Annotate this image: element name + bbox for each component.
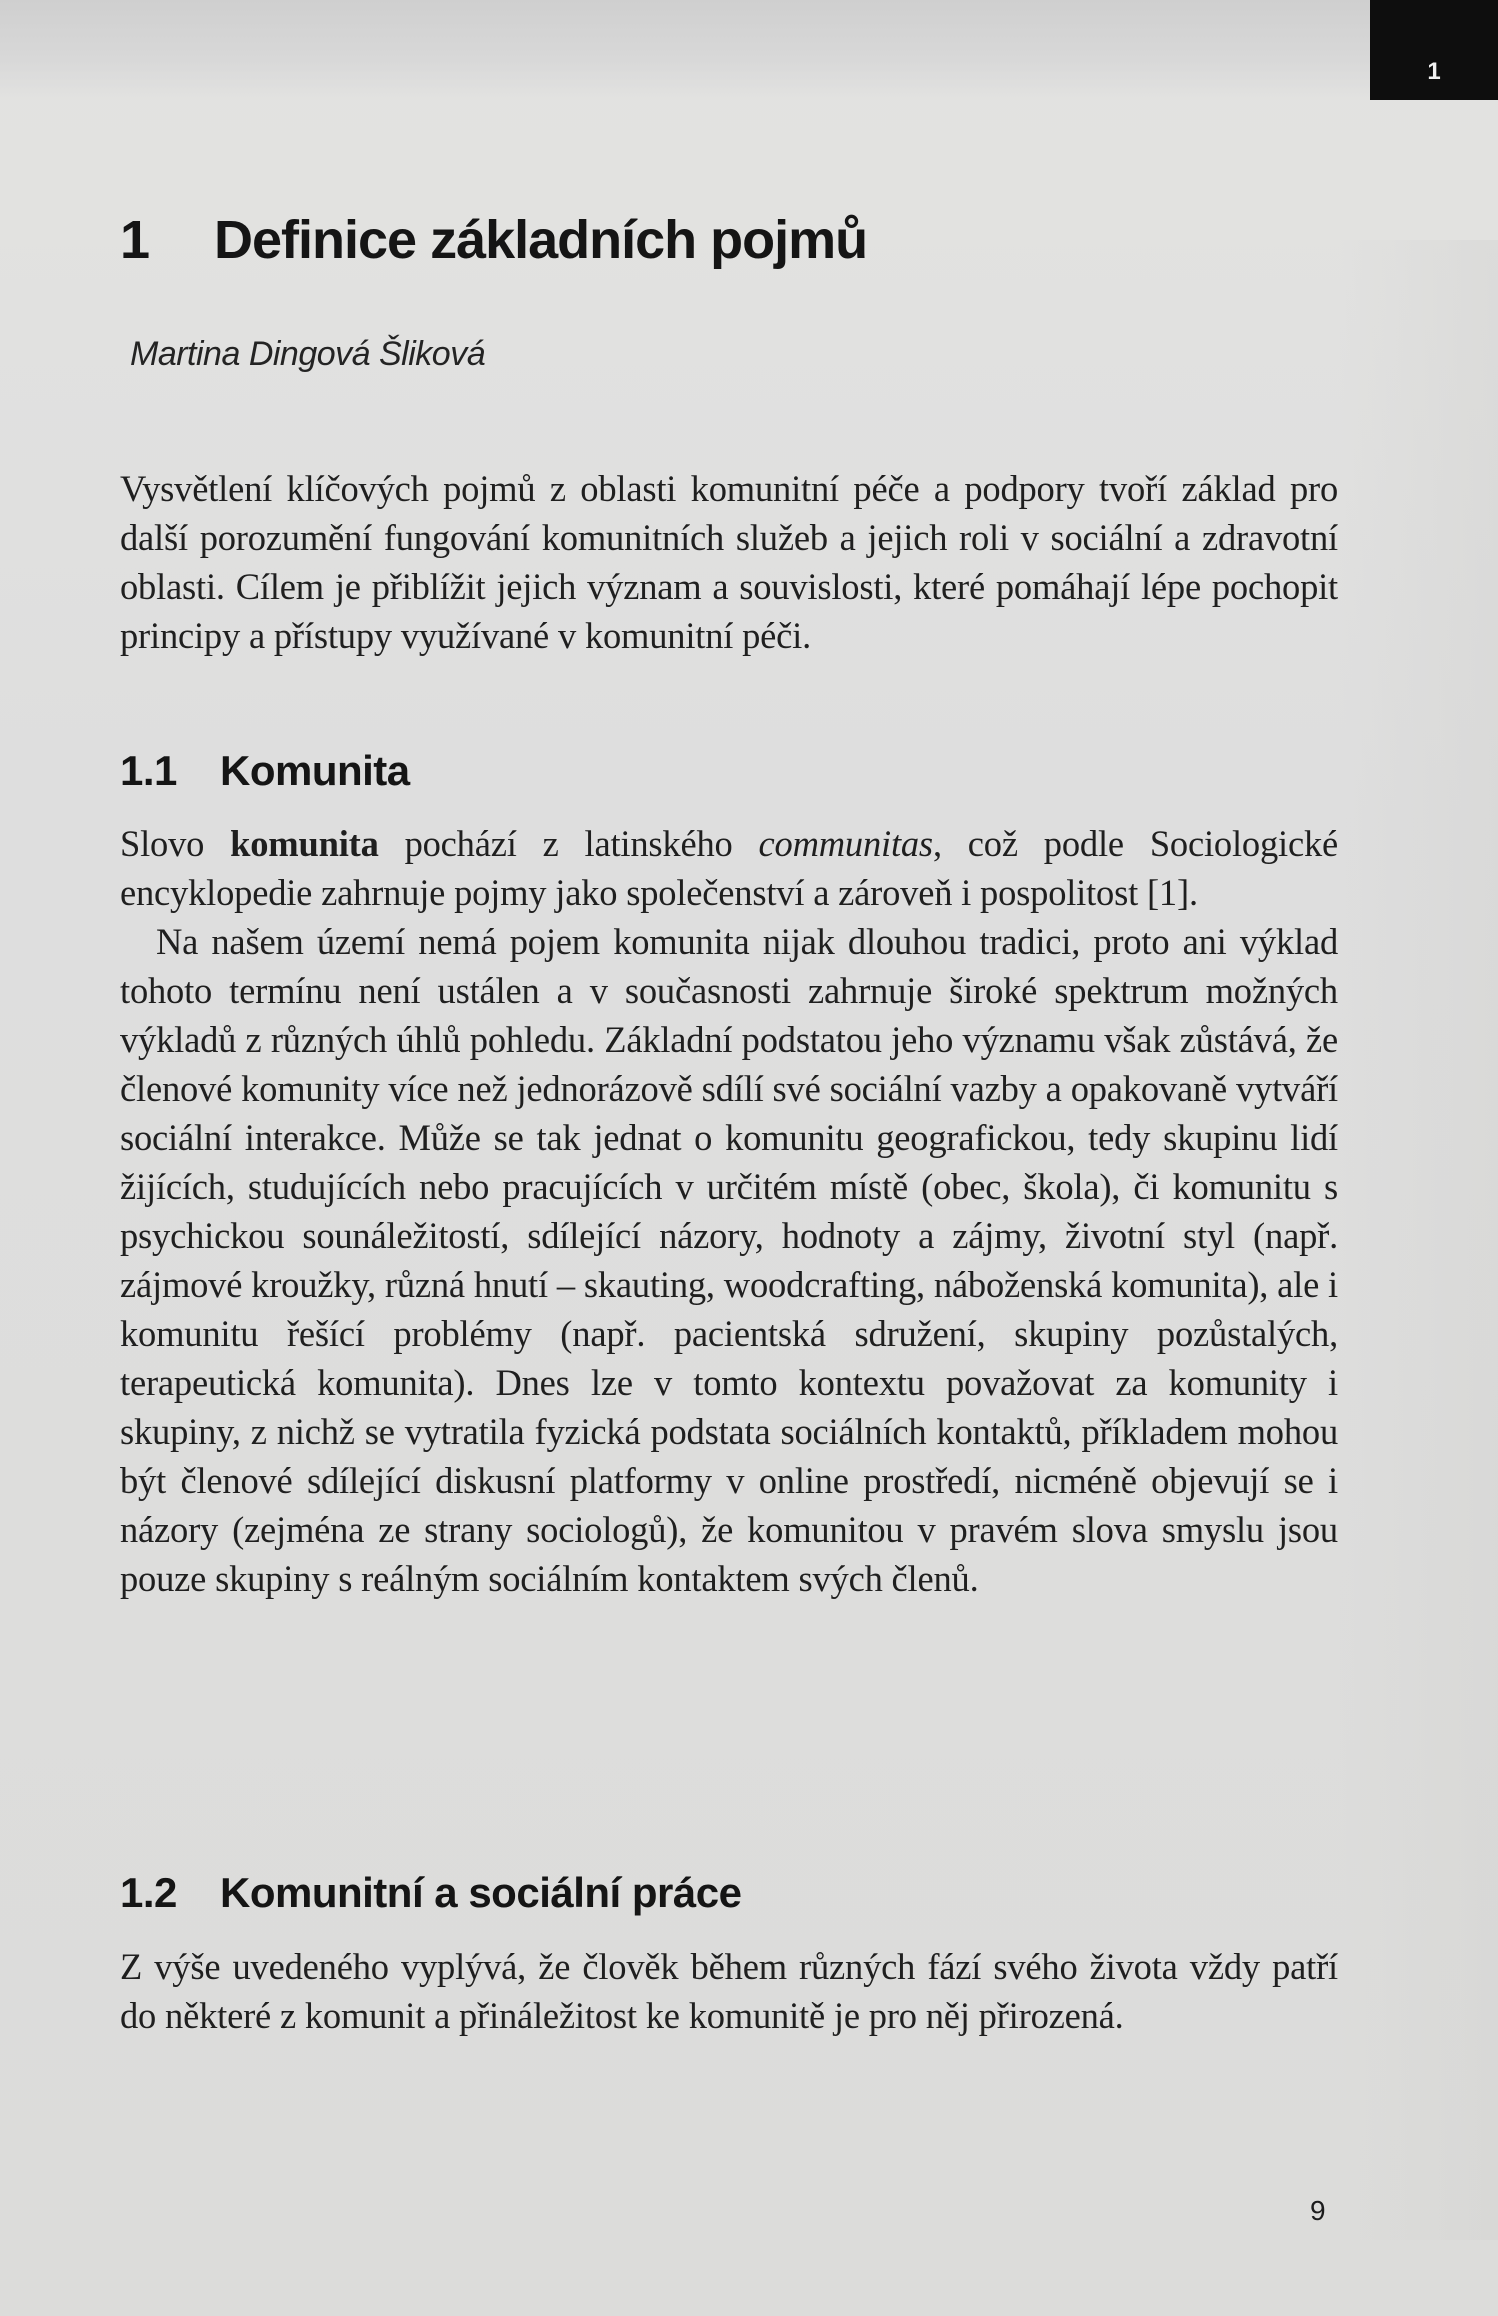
section-title-text: Komunitní a sociální práce xyxy=(220,1869,742,1916)
page-edge-shadow xyxy=(1338,240,1498,2240)
section-heading-1-2 xyxy=(120,1868,741,1918)
section-1-2-paragraph-1: Z výše uvedeného vyplývá, že člověk během různých fází svého života vždy patří do některé z komunit a přináležitost ke komunitě je pro něj přirozená. xyxy=(120,1946,1338,2036)
intro-paragraph: Vysvětlení klíčových pojmů z oblasti komunitní péče a podpory tvoří základ pro další porozumění fungování komunitních služeb a jejich roli v sociální a zdravotní oblasti. Cílem je přiblížit jejich význam a souvislosti, které pomáhají lépe pochopit principy a přístupy využívané v komunitní péči. xyxy=(120,468,1338,656)
section-title-text: Komunita xyxy=(220,747,410,794)
section-1-1-paragraph-1 xyxy=(120,819,1338,917)
text-run: pochází z latinského xyxy=(378,823,759,864)
chapter-title xyxy=(120,208,1338,272)
chapter-author: Martina Dingová Šliková xyxy=(130,335,486,373)
bold-term: komunita xyxy=(230,823,379,864)
chapter-number: 1 xyxy=(120,210,150,270)
section-1-2-body xyxy=(120,1942,1338,2040)
section-number: 1.2 xyxy=(120,1869,177,1916)
section-number: 1.1 xyxy=(120,747,177,794)
chapter-intro xyxy=(120,464,1338,660)
section-1-1-paragraph-2: Na našem území nemá pojem komunita nijak dlouhou tradici, proto ani výklad tohoto termínu není ustálen a v současnosti zahrnuje široké spektrum možných výkladů z různých úhlů pohledu. Základní podstatou jeho významu však zůstává, že členové komunity více než jednorázově sdílí své sociální vazby a opakovaně vytváří sociální interakce. Může se tak jednat o komunitu geografickou, tedy skupinu lidí žijících, studujících nebo pracujících v určitém místě (obec, škola), či komunitu s psychickou sounáležitostí, sdílející názory, hodnoty a zájmy, životní styl (např. zájmové kroužky, různá hnutí – skauting, woodcrafting, náboženská komunita), ale i komunitu řešící problémy (např. pacientská sdružení, skupiny pozůstalých, terapeutická komunita). Dnes lze v tomto kontextu považovat za komunity i skupiny, z nichž se vytratila fyzická podstata sociálních kontaktů, příkladem mohou být členové sdílející diskusní platformy v online prostředí, nicméně objevují se i názory (zejména ze strany sociologů), že komunitou v pravém slova smyslu jsou pouze skupiny s reálným sociálním kontaktem svých členů. xyxy=(120,921,1338,1599)
chapter-tab-number: 1 xyxy=(1427,58,1441,85)
chapter-thumb-tab xyxy=(1370,0,1498,100)
text-run: Slovo xyxy=(120,823,231,864)
text-run: , což podle Sociologické encyklopedie zahrnuje pojmy jako společenství a zároveň i pospolitost [1]. xyxy=(120,823,1338,913)
page-number: 9 xyxy=(1310,2195,1326,2226)
italic-term: communitas xyxy=(758,823,933,864)
chapter-title-text: Definice základních pojmů xyxy=(214,210,868,270)
section-1-1-body xyxy=(120,819,1338,1603)
section-heading-1-1 xyxy=(120,746,410,796)
top-shadow-band xyxy=(0,0,1370,100)
